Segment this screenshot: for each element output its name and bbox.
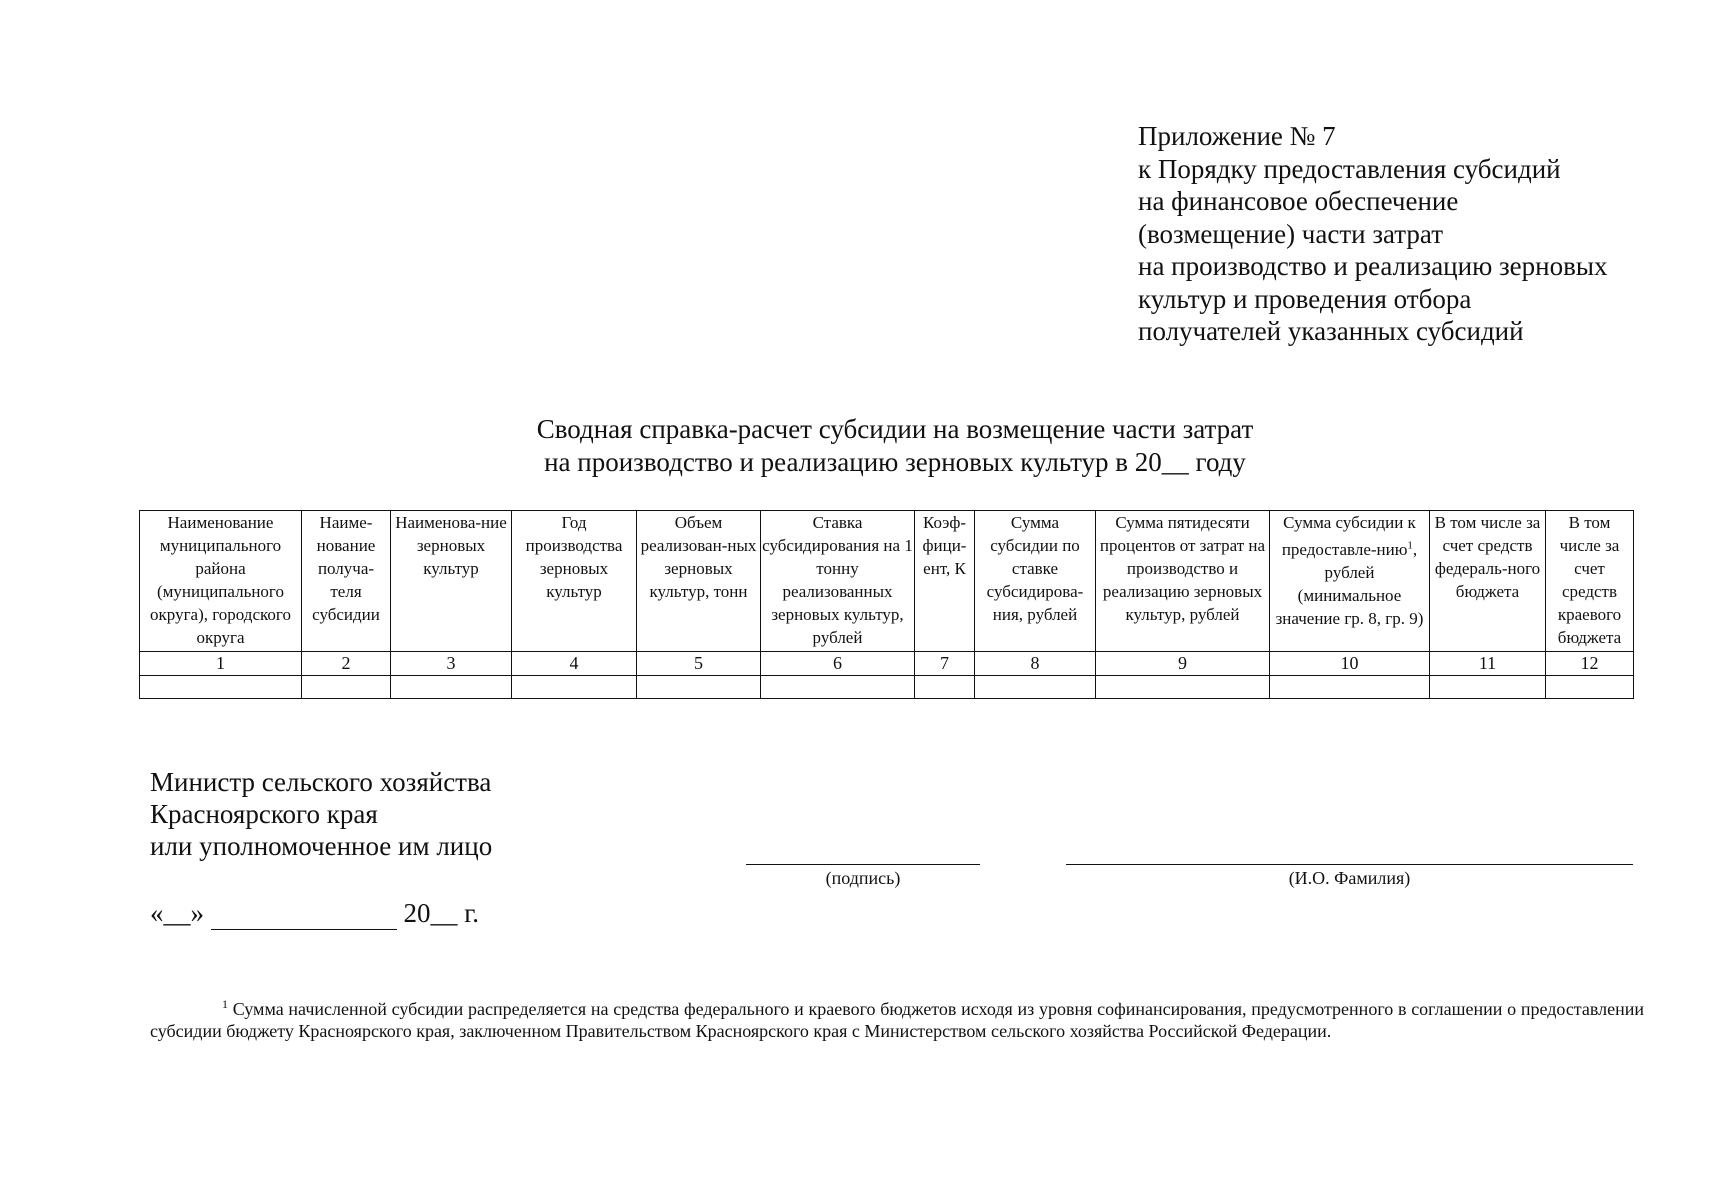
column-number: 5 <box>637 652 761 676</box>
title-line-1: Сводная справка-расчет субсидии на возмещение части затрат <box>536 414 1254 444</box>
header-cell: В том числе за счет средств краевого бюджета <box>1546 511 1634 652</box>
footnote-mark: 1 <box>222 997 228 1011</box>
header-10-label: Сумма субсидии к предоставле-нию <box>1281 513 1416 559</box>
table-cell[interactable] <box>512 676 637 699</box>
date-field <box>150 898 479 930</box>
table-cell[interactable] <box>1430 676 1546 699</box>
appendix-line: получателей указанных субсидий <box>1138 316 1524 346</box>
name-caption: (И.О. Фамилия) <box>1288 868 1411 888</box>
table-cell[interactable] <box>302 676 391 699</box>
header-cell: Год производства зерновых культур <box>512 511 637 652</box>
signature-caption: (подпись) <box>825 868 901 888</box>
date-year: 20__ г. <box>403 898 480 928</box>
column-number: 11 <box>1430 652 1546 676</box>
column-number: 12 <box>1546 652 1634 676</box>
signatory-line: или уполномоченное им лицо <box>150 831 493 861</box>
table-cell[interactable] <box>761 676 915 699</box>
appendix-line: к Порядку предоставления субсидий <box>1138 153 1561 184</box>
header-cell: В том числе за счет средств федераль-ного бюджета <box>1430 511 1546 652</box>
column-number: 10 <box>1270 652 1430 676</box>
signatory-line: Министр сельского хозяйства <box>150 767 492 797</box>
column-number: 4 <box>512 652 637 676</box>
header-cell: Объем реализован-ных зерновых культур, тонн <box>637 511 761 652</box>
header-10-suffix: , рублей (минимальное значение гр. 8, гр. 9) <box>1275 539 1424 628</box>
table-cell[interactable] <box>1546 676 1634 699</box>
header-cell: Наиме-нование получа-теля субсидии <box>302 511 391 652</box>
document-title <box>120 413 1670 479</box>
header-cell: Сумма пятидесяти процентов от затрат на производство и реализацию зерновых культур, рублей <box>1096 511 1270 652</box>
table-cell[interactable] <box>915 676 975 699</box>
date-month-blank[interactable] <box>211 898 397 930</box>
header-cell: Наименование муниципального района (муниципального округа), городского округа <box>140 511 302 652</box>
title-line-2: на производство и реализацию зерновых культур в 20__ году <box>544 447 1246 477</box>
header-cell: Ставка субсидирования на 1 тонну реализованных зерновых культур, рублей <box>761 511 915 652</box>
column-number: 1 <box>140 652 302 676</box>
column-number: 9 <box>1096 652 1270 676</box>
footnote <box>150 993 1644 1042</box>
table-cell[interactable] <box>1096 676 1270 699</box>
column-number-row <box>140 652 1634 676</box>
header-cell <box>1270 511 1430 652</box>
header-cell: Наименова-ние зерновых культур <box>391 511 512 652</box>
column-number: 3 <box>391 652 512 676</box>
signatory-block <box>150 766 492 862</box>
table-cell[interactable] <box>140 676 302 699</box>
header-cell: Сумма субсидии по ставке субсидирова-ния, рублей <box>975 511 1096 652</box>
table-cell[interactable] <box>391 676 512 699</box>
date-day: «__» <box>150 898 204 928</box>
appendix-header <box>1138 120 1698 348</box>
footnote-text: Сумма начисленной субсидии распределяется на средства федерального и краевого бюджетов исходя из уровня софинансирования, предусмотренного в соглашении о предоставлении субсидии бюджету Красноярского края, заключенном Правительством Красноярского края с Министерством сельского хозяйства Российской Федерации. <box>150 999 1645 1041</box>
appendix-line: на финансовое обеспечение <box>1138 186 1459 216</box>
appendix-line: культур и проведения отбора <box>1138 283 1472 314</box>
footnote-mark: 1 <box>1407 539 1413 551</box>
column-number: 6 <box>761 652 915 676</box>
table-cell[interactable] <box>1270 676 1430 699</box>
table-header-row <box>140 511 1634 652</box>
column-number: 8 <box>975 652 1096 676</box>
signature-line[interactable] <box>746 864 980 865</box>
table-cell[interactable] <box>975 676 1096 699</box>
appendix-line: Приложение № 7 <box>1138 121 1336 151</box>
table-row <box>140 676 1634 699</box>
column-number: 7 <box>915 652 975 676</box>
column-number: 2 <box>302 652 391 676</box>
appendix-line: (возмещение) части затрат <box>1138 218 1444 249</box>
appendix-line: на производство и реализацию зерновых <box>1138 251 1608 281</box>
signatory-line: Красноярского края <box>150 799 378 829</box>
name-line[interactable] <box>1066 864 1633 865</box>
header-cell: Коэф-фици-ент, К <box>915 511 975 652</box>
table-cell[interactable] <box>637 676 761 699</box>
calculation-table <box>139 510 1634 699</box>
